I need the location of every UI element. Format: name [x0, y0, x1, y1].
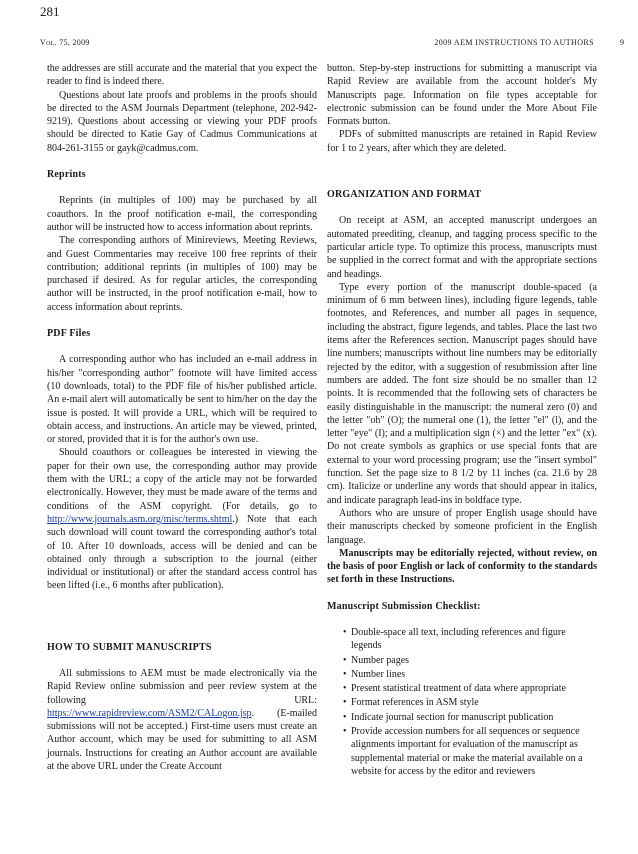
terms-link[interactable]: http://www.journals.asm.org/misc/terms.shtml: [47, 513, 233, 525]
checklist-item: • Indicate journal section for manuscript publication: [343, 711, 597, 724]
volume-label: Vol. 75, 2009: [40, 38, 90, 47]
paragraph: Should coauthors or colleagues be interested in viewing the paper for their own use, the corresponding author may provide them with the URL; a copy of the article may not be forwarded electronically. However, they must be made aware of the terms and conditions of the ASM copyright. (For details, go to http://www.journals.asm.org/misc/terms.shtml.) Note that each such download will count toward the corresponding author's total of 10. After 10 downloads, access will be denied and can be obtained only through a subscription to the journal (either individual or institutional) or after the standard access control has been lifted (i.e., 6 months after publication).: [47, 447, 317, 592]
checklist-item: • Number pages: [343, 654, 597, 667]
running-head: [40, 38, 624, 50]
checklist-item: • Format references in ASM style: [343, 696, 597, 709]
section-heading-how-to-submit: HOW TO SUBMIT MANUSCRIPTS: [47, 641, 212, 653]
right-column: [327, 62, 597, 779]
rapid-review-link[interactable]: https://www.rapidreview.com/ASM2/CALogon.jsp: [47, 707, 252, 719]
paragraph: Questions about late proofs and problems in the proofs should be directed to the ASM Journals Department (telephone, 202-942-9219). Questions about accessing or viewing your PDF proofs should be directed to Katie Gay of Cadmus Communications at 804-261-3155 or gayk@cadmus.com.: [47, 89, 317, 154]
page-number: 281: [40, 4, 60, 19]
paragraph-bold: Manuscripts may be editorially rejected, without review, on the basis of poor English or lack of conformity to the standards set forth in these Instructions.: [327, 547, 597, 586]
paragraph: The corresponding authors of Minireviews, Meeting Reviews, and Guest Commentaries may receive 100 free reprints of their contribution; additional reprints (in multiples of 100) may be purchased if desired. As for regular articles, the corresponding author will be instructed, in the proof notification e-mail, how to access information about reprints.: [47, 235, 317, 313]
paragraph: Authors who are unsure of proper English usage should have their manuscripts checked by someone proficient in the English language.: [327, 507, 597, 546]
paragraph: All submissions to AEM must be made electronically via the Rapid Review online submission and peer review system at the following URL: https://www.rapidreview.com/ASM2/CALogon.jsp. (E-mailed submissions will not be accepted.) First-time users must create an Author account, which may be used for submitting to all ASM journals. Instructions for creating an Author account are available at the above URL under the Create Account: [47, 667, 317, 773]
checklist-item: • Number lines: [343, 668, 597, 681]
section-heading-pdf-files: PDF Files: [47, 328, 91, 340]
paragraph: the addresses are still accurate and the material that you expect the reader to find is indeed there.: [47, 63, 317, 88]
checklist-item: • Present statistical treatment of data where appropriate: [343, 682, 597, 695]
paragraph: On receipt at ASM, an accepted manuscript undergoes an automated preediting, cleanup, and tagging process specific to the particular article type. To optimize this process, manuscripts must be supplied in the correct format and with the appropriate sections and headings.: [327, 215, 597, 280]
paragraph: Reprints (in multiples of 100) may be purchased by all coauthors. In the proof notification e-mail, the corresponding author will be instructed how to access information about reprints.: [47, 195, 317, 233]
paragraph: PDFs of submitted manuscripts are retained in Rapid Review for 1 to 2 years, after which they are deleted.: [327, 129, 597, 154]
paragraph: button. Step-by-step instructions for submitting a manuscript via Rapid Review are available from the account holder's My Manuscripts page. Information on file types acceptable for electronic submission can be found under the More About File Formats button.: [327, 63, 597, 128]
checklist: [327, 626, 597, 778]
checklist-item: • Provide accession numbers for all sequences or sequence alignments important for evaluation of the manuscript as supplemental material or make the material available on a website for access by the editor and reviewers: [343, 725, 597, 778]
paragraph: A corresponding author who has included an e-mail address in his/her "corresponding author" footnote will have limited access (10 downloads, total) to the PDF file of his/her published article. An e-mail alert will automatically be sent to him/her on the day the issue is posted. It will provide a URL, which will be required to obtain access, and instructions. An article may be viewed, printed, or stored, provided that it is for the author's own use.: [47, 354, 317, 446]
running-title: 2009 AEM INSTRUCTIONS TO AUTHORS: [434, 38, 594, 47]
section-heading-checklist: Manuscript Submission Checklist:: [327, 600, 481, 612]
checklist-item: • Double-space all text, including references and figure legends: [343, 626, 597, 653]
section-heading-organization: ORGANIZATION AND FORMAT: [327, 189, 482, 201]
section-heading-reprints: Reprints: [47, 169, 86, 181]
page-folio: 9: [620, 38, 624, 47]
paragraph: Type every portion of the manuscript double-spaced (a minimum of 6 mm between lines), including figure legends, table footnotes, and References, and number all pages in sequence, including the abstract, figure legends, and tables. Place the last two items after the References section. Manuscript pages should have line numbers; manuscripts without line numbers may be editorially rejected by the editor, with a suggestion of resubmission after line numbers are added. The font size should be no smaller than 12 points. It is recommended that the following sets of characters be easily distinguishable in the manuscript: the numeral zero (0) and the letter "oh" (O); the numeral one (1), the letter "el" (l), and the letter "eye" (I); and a multiplication sign (×) and the letter "ex" (x). Do not create symbols as graphics or use special fonts that are external to your word processing program; use the "insert symbol" function. Set the page size to 8 1/2 by 11 inches (ca. 21.6 by 28 cm). Italicize or underline any words that should appear in italics, and indicate paragraph lead-ins in boldface type.: [327, 281, 597, 506]
left-column: [47, 62, 317, 773]
